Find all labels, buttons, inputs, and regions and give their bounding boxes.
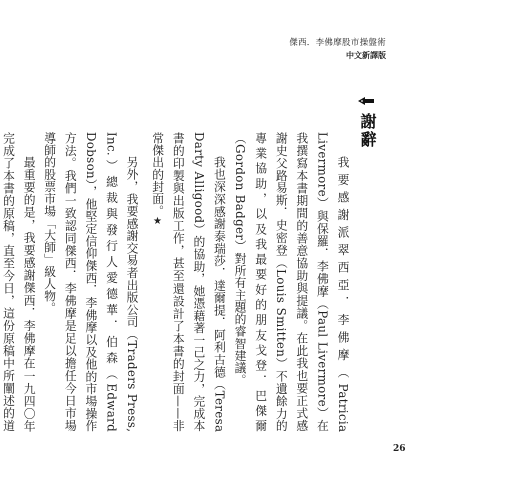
paragraph-3: 另外，我要感謝交易者出版公司（Traders Press, Inc.）總裁與發行人愛德華．伯森（Edward Dobson），他堅定信仰傑西．李佛摩以及他的市場操作方法。我們一致認同傑西．李佛摩是足以擔任今日市場導師的股票市場「大師」級人物。 [42, 132, 140, 432]
section-title: 謝辭 [358, 113, 377, 149]
pen-nib-icon [357, 95, 375, 107]
page-number: 26 [393, 444, 406, 454]
star-icon: ★ [153, 216, 163, 228]
acknowledgements-body [1, 132, 353, 432]
paragraph-1: 我要感謝派翠西亞．李佛摩（Patricia Livermore）與保羅．李佛摩（Paul Livermore）在我撰寫本書期間的善意協助與提議。在此我也要正式感謝史父路易斯．史密登（Louis Smitten）不遺餘力的專業協助，以及我最要好的朋友戈登．巴傑爾（Gordon Badger）對所有主題的睿智建議。 [233, 132, 350, 432]
running-header-title: 傑西．李佛摩股市操盤術 [289, 38, 386, 48]
running-header [289, 37, 386, 61]
running-header-subtitle: 中文新譯版 [346, 50, 386, 60]
paragraph-4: 最重要的是，我要感謝傑西．李佛摩在一九四〇年完成了本書的原稿，直至今日，這份原稿中所闡述的道 [1, 132, 37, 432]
paragraph-2 [147, 132, 229, 432]
section-heading [353, 95, 381, 155]
paragraph-2-text: 我也深深感謝泰瑞莎．達爾提．阿利古德（Teresa Darty Alligood）的協助，她憑藉著一己之力，完成本書的印製與出版工作，甚至還設計了本書的封面——非常傑出的封面。 [150, 132, 227, 432]
